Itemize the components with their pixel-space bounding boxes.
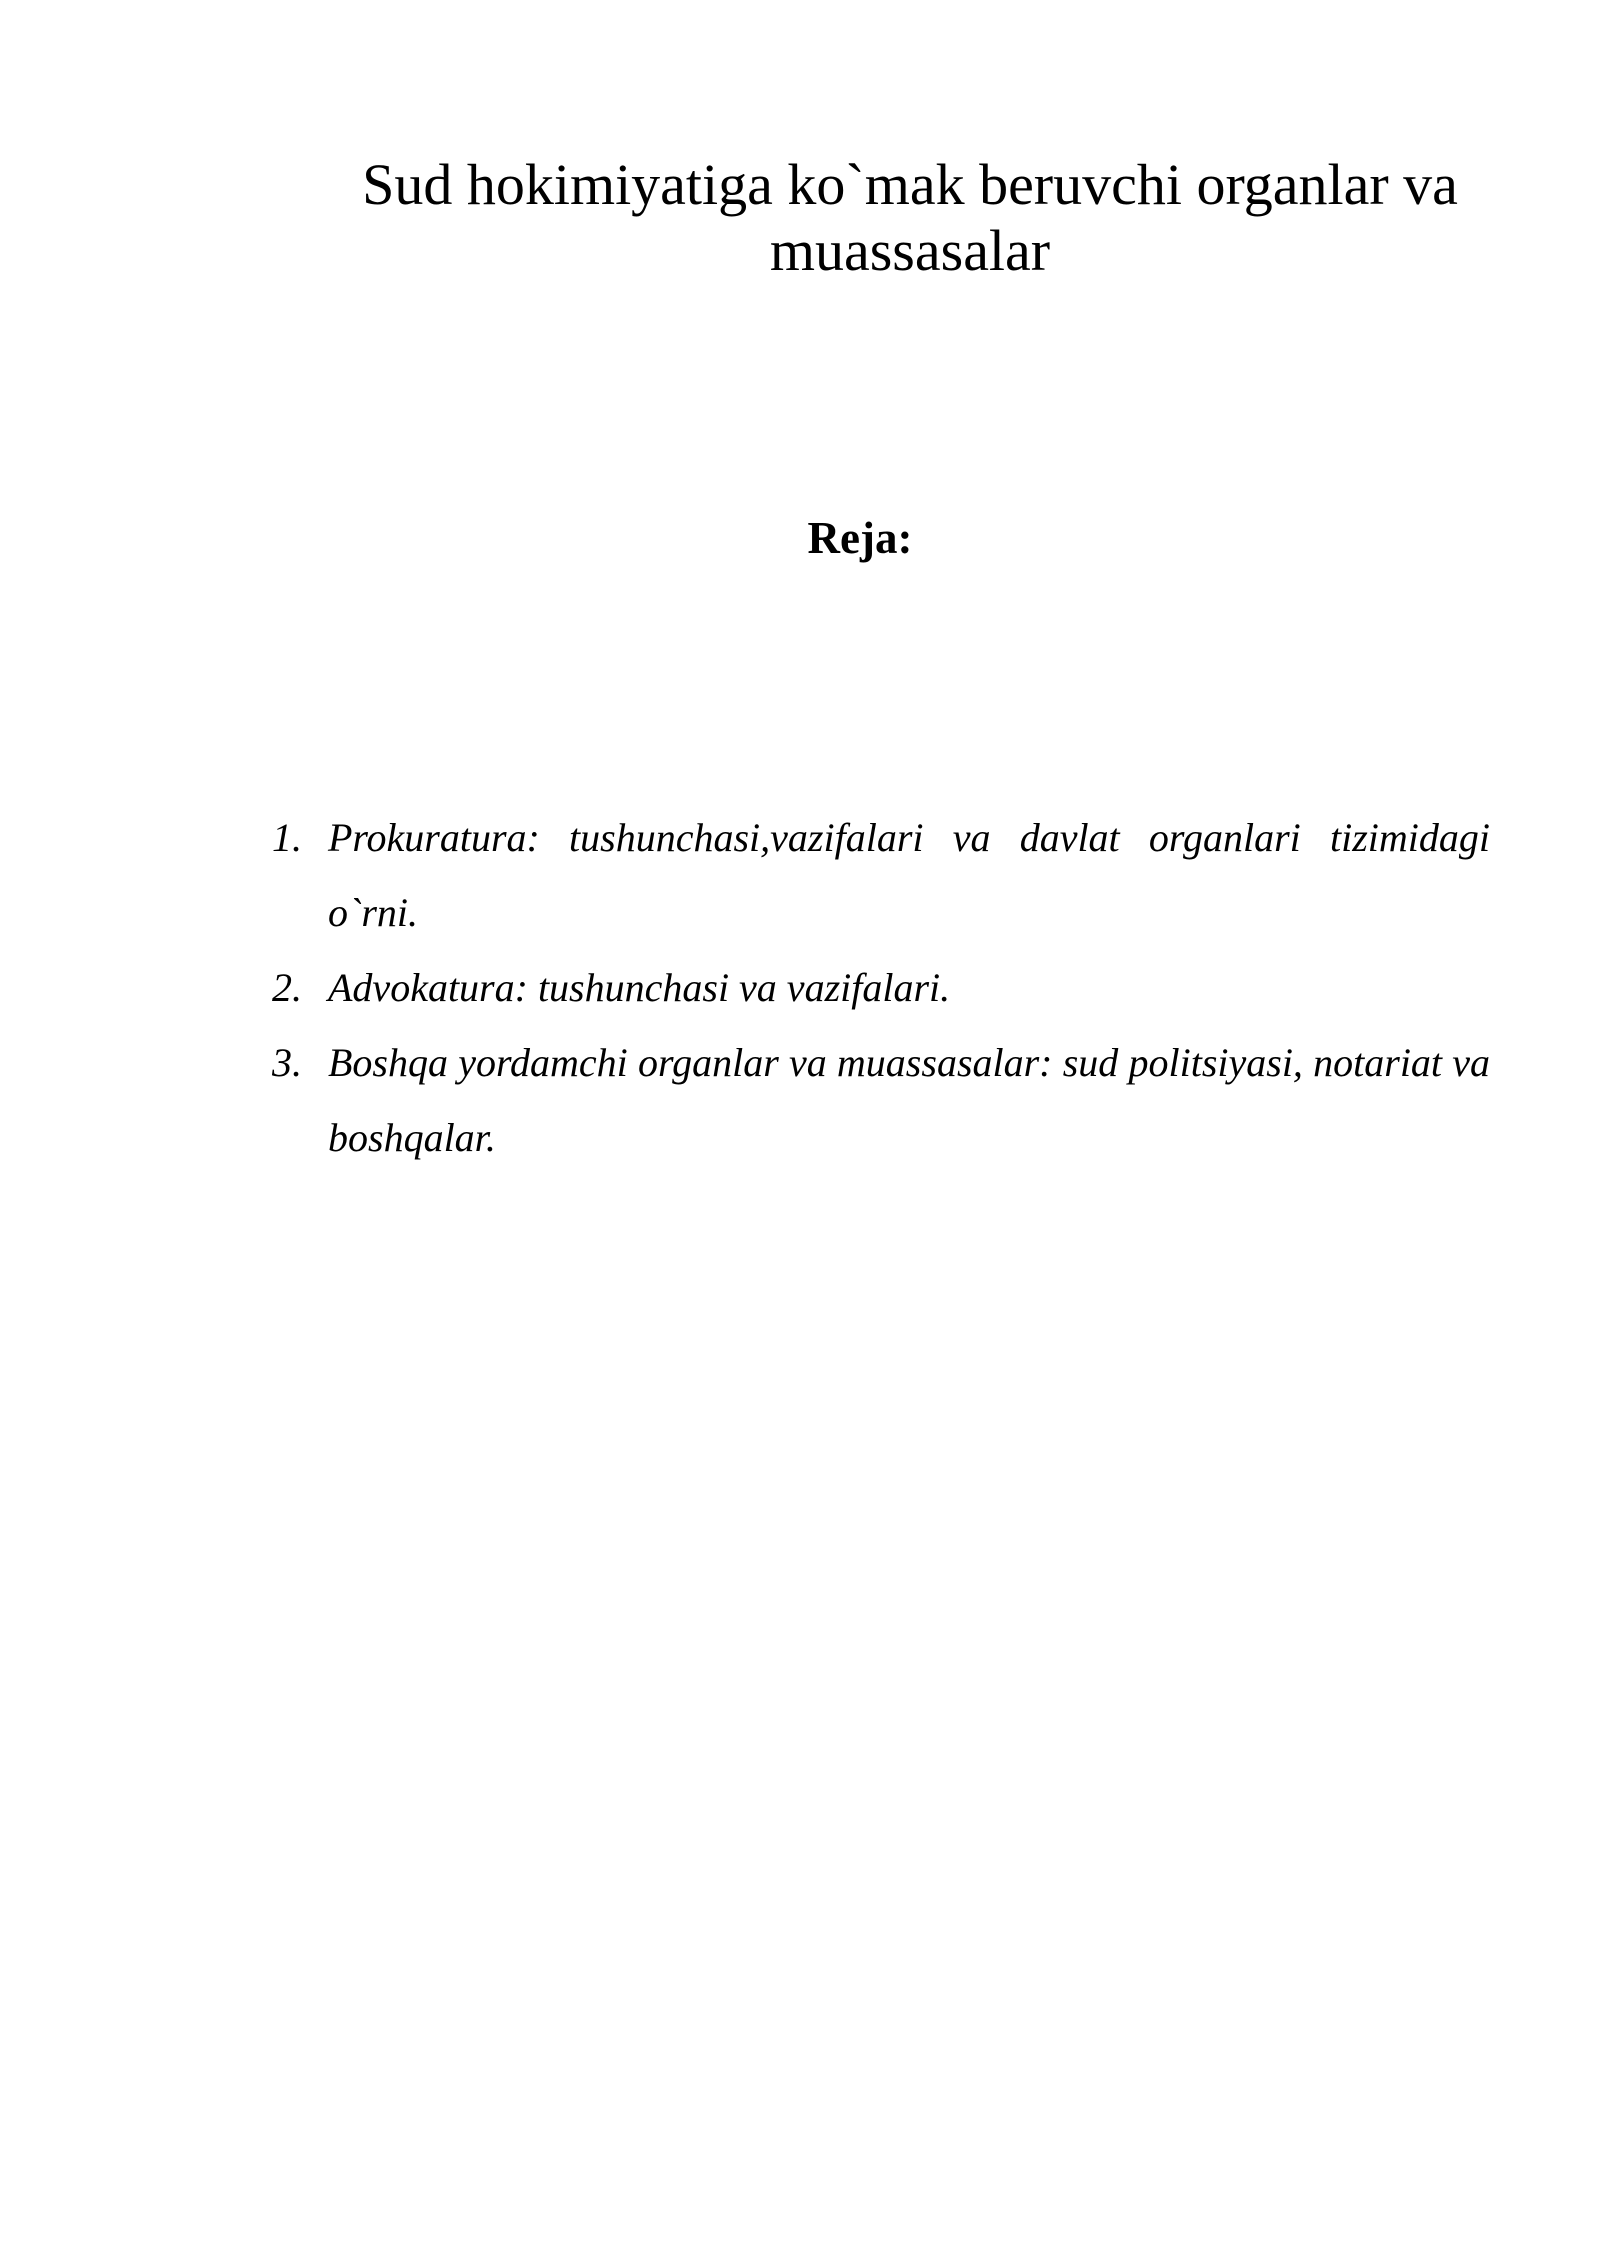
plan-item-2 (272, 950, 1490, 1025)
plan-item-number: 1. (272, 815, 302, 860)
plan-item-3 (272, 1025, 1490, 1175)
document-title-line-1: Sud hokimiyatiga ko`mak beruvchi organlar va (362, 152, 1458, 217)
plan-item-text: Advokatura: tushunchasi va vazifalari. (328, 965, 951, 1010)
plan-item-number: 3. (272, 1040, 302, 1085)
document-title-line-2: muassasalar (769, 218, 1051, 283)
plan-item-text: Prokuratura: tushunchasi,vazifalari va davlat organlari tizimidagi o`rni. (328, 815, 1490, 935)
plan-item-text: Boshqa yordamchi organlar va muassasalar: sud politsiyasi, notariat va boshqalar. (328, 1040, 1490, 1160)
plan-heading: Reja: (807, 513, 913, 563)
document-title (330, 152, 1490, 284)
plan-item-number: 2. (272, 965, 302, 1010)
plan-item-1 (272, 800, 1490, 950)
plan-list (272, 800, 1490, 1175)
